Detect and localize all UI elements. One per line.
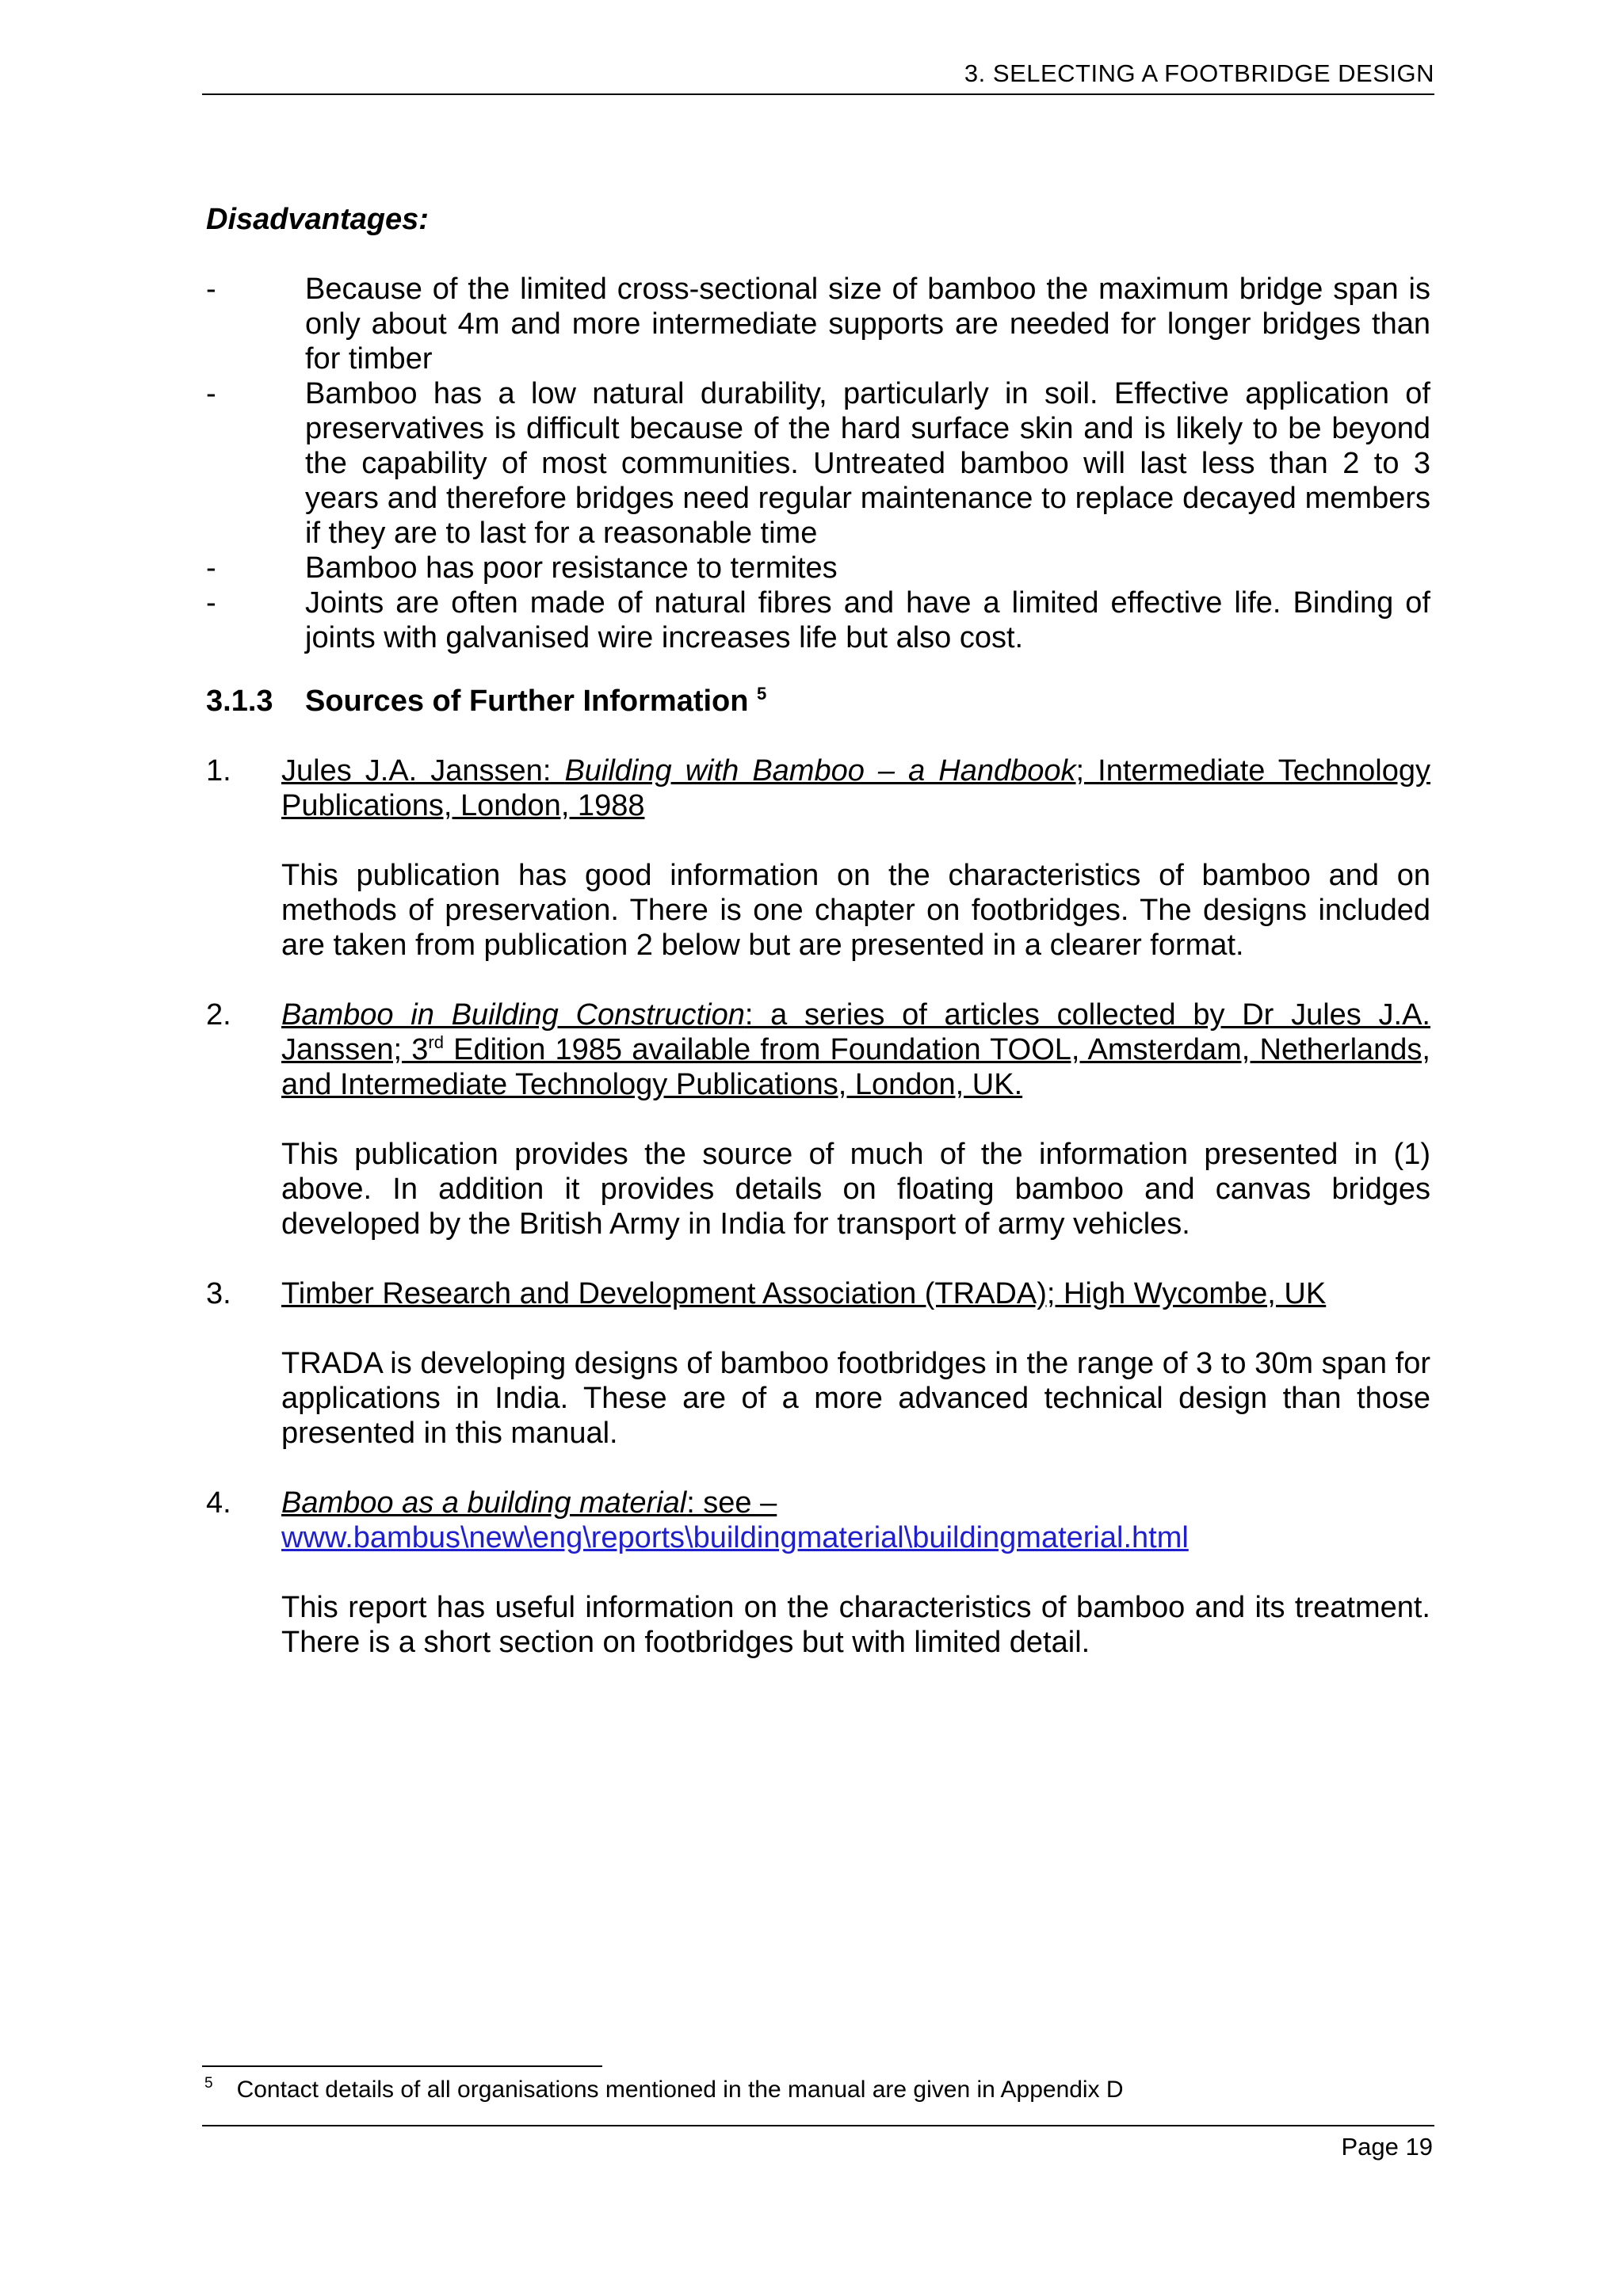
citation-title: Bamboo as a building material — [281, 1486, 687, 1520]
reference-description: This publication has good information on the characteristics of bamboo and on methods of preservation. There is one chapter on footbridges. The designs included are taken from publication 2 below but are presented in a clearer format. — [281, 859, 1430, 962]
section-heading — [206, 684, 1430, 719]
dash-marker: - — [206, 586, 216, 620]
reference-citation: Timber Research and Development Association (TRADA); High Wycombe, UK — [281, 1277, 1327, 1310]
reference-item — [206, 1276, 1430, 1451]
reference-item — [206, 1486, 1430, 1660]
reference-citation — [281, 997, 1430, 1102]
section-number: 3.1.3 — [206, 685, 273, 718]
footnote-rule — [202, 2065, 602, 2067]
reference-index: 4. — [206, 1486, 231, 1520]
section-title: Sources of Further Information — [305, 685, 749, 718]
citation-details: Edition 1985 available from Foundation TOOL, Amsterdam, Netherlands, and Intermediate Technology Publications, London, UK. — [281, 1033, 1430, 1101]
ordinal-suffix: rd — [428, 1032, 444, 1052]
citation-author: Jules J.A. Janssen: — [281, 754, 565, 788]
reference-description: TRADA is developing designs of bamboo footbridges in the range of 3 to 30m span for applications in India. These are of a more advanced technical design than those presented in this manual. — [281, 1347, 1430, 1450]
running-header: 3. SELECTING A FOOTBRIDGE DESIGN — [964, 59, 1434, 87]
page-number: Page 19 — [1341, 2133, 1433, 2161]
reference-item — [206, 753, 1430, 963]
reference-index: 1. — [206, 754, 231, 788]
citation-details: ; Intermediate Technology Publications, London, 1988 — [281, 754, 1430, 822]
footnote-reference[interactable]: 5 — [757, 684, 767, 704]
dash-marker: - — [206, 377, 216, 410]
dash-marker: - — [206, 273, 216, 306]
list-item-text: Bamboo has a low natural durability, particularly in soil. Effective application of preservatives is difficult because of the hard surface skin and is likely to be beyond the capability of most communities. Untreated bamboo will last less than 2 to 3 years and therefore bridges need regular maintenance to replace decayed members if they are to last for a reasonable time — [305, 377, 1430, 550]
list-item-text: Because of the limited cross-sectional size of bamboo the maximum bridge span is only about 4m and more intermediate supports are needed for longer bridges than for timber — [305, 273, 1430, 376]
footer-rule — [202, 2125, 1434, 2126]
reference-citation — [281, 1486, 1430, 1520]
footnote — [204, 2074, 1124, 2106]
reference-description: This report has useful information on the characteristics of bamboo and its treatment. There is a short section on footbridges but with limited detail. — [281, 1591, 1430, 1659]
footnote-text: Contact details of all organisations mentioned in the manual are given in Appendix D — [236, 2077, 1124, 2103]
reference-index: 2. — [206, 998, 231, 1032]
reference-item — [206, 997, 1430, 1241]
disadvantages-list — [206, 272, 1430, 655]
citation-title: Building with Bamboo – a Handbook — [564, 754, 1076, 788]
list-item — [206, 585, 1430, 655]
header-rule — [202, 93, 1434, 95]
list-item — [206, 551, 1430, 585]
reference-description: This publication provides the source of much of the information presented in (1) above. In addition it provides details on floating bamboo and canvas bridges developed by the British Army in India for transport of army vehicles. — [281, 1138, 1430, 1241]
disadvantages-heading: Disadvantages: — [206, 203, 429, 236]
citation-title: Bamboo in Building Construction — [281, 998, 745, 1032]
citation-details: : see – — [686, 1486, 777, 1520]
list-item — [206, 272, 1430, 376]
list-item — [206, 376, 1430, 551]
list-item-text: Bamboo has poor resistance to termites — [305, 551, 838, 585]
reference-link[interactable]: www.bambus\new\eng\reports\buildingmaterial\buildingmaterial.html — [281, 1521, 1189, 1554]
footnote-marker: 5 — [204, 2075, 213, 2092]
reference-index: 3. — [206, 1277, 231, 1310]
dash-marker: - — [206, 551, 216, 585]
citation-details: : a series of articles collected by Dr Jules J.A. Janssen; 3 — [281, 998, 1430, 1066]
reference-citation — [281, 753, 1430, 823]
list-item-text: Joints are often made of natural fibres and have a limited effective life. Binding of joints with galvanised wire increases life but also cost. — [305, 586, 1430, 654]
page-body — [206, 202, 1430, 1695]
